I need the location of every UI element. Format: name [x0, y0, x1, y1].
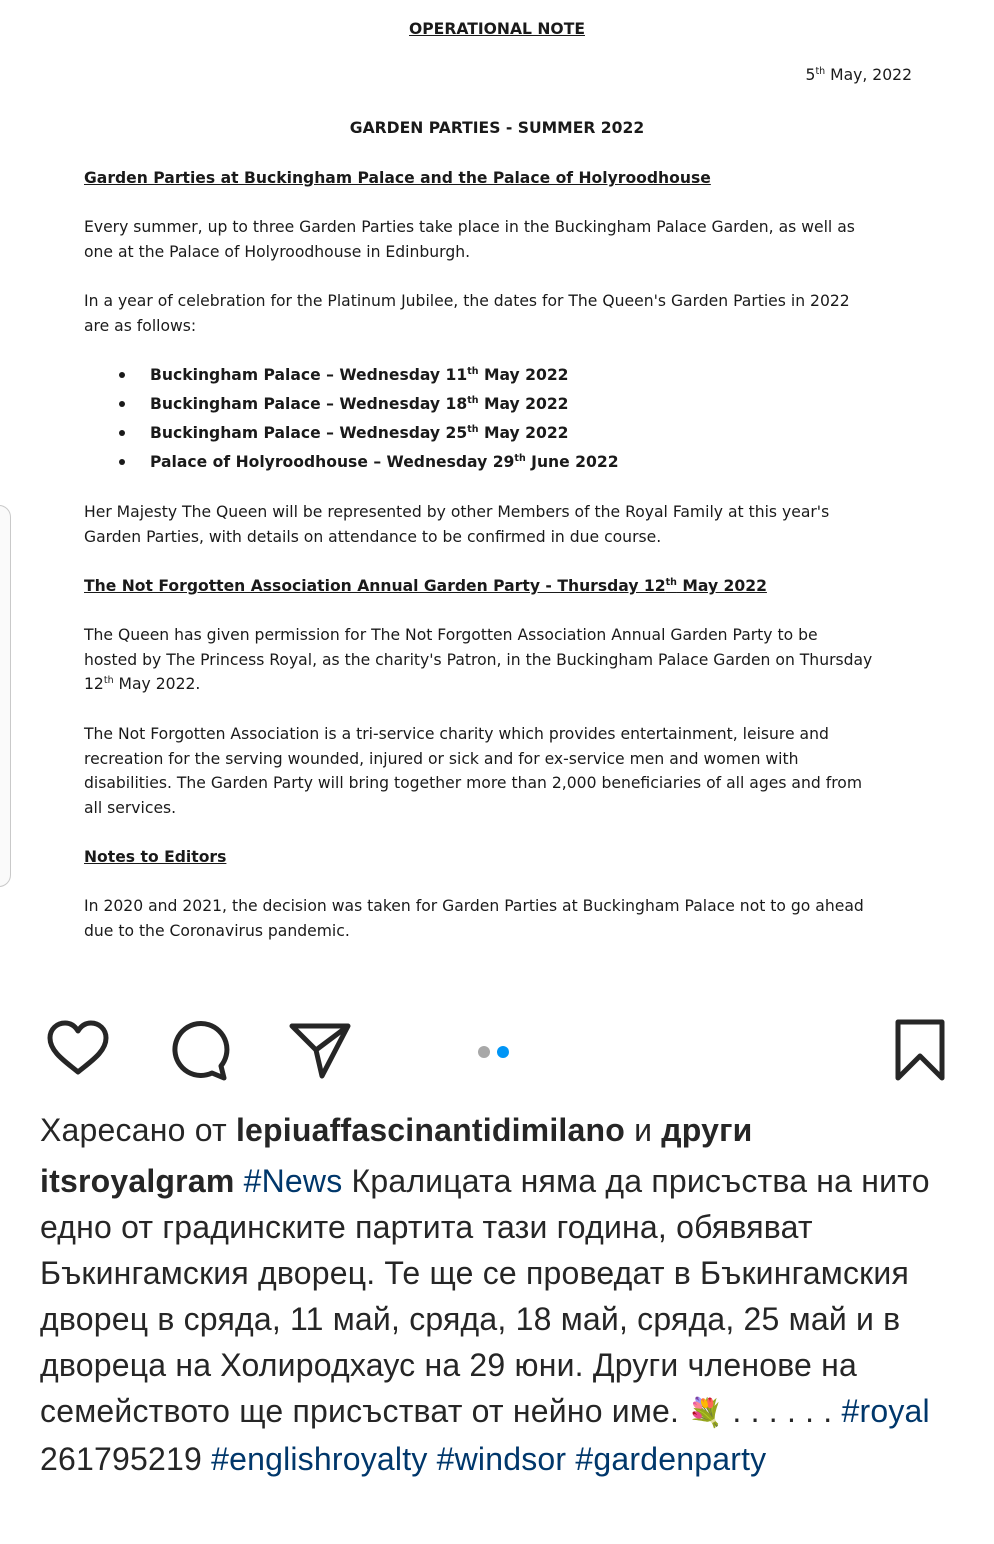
paragraph-2 — [84, 289, 914, 338]
save-button[interactable] — [888, 1018, 952, 1082]
para1-line1: Every summer, up to three Garden Parties take place in the Buckingham Palace Garden, as well as — [84, 218, 855, 236]
list-item — [84, 363, 619, 392]
date-post: May 2022 — [478, 366, 569, 384]
hashtag-royal-link[interactable]: #royal — [841, 1393, 930, 1429]
carousel-dot-active — [497, 1046, 509, 1058]
hashtag-gardenparty-link[interactable]: #gardenparty — [575, 1441, 767, 1477]
section2-sup: th — [665, 576, 677, 588]
paragraph-5 — [84, 722, 914, 820]
section2-pre: The Not Forgotten Association Annual Garden Party - Thursday 12 — [84, 577, 666, 595]
date-sup: th — [467, 423, 479, 435]
comment-button[interactable] — [166, 1018, 230, 1082]
para5-line3: disabilities. The Garden Party will bring together more than 2,000 beneficiaries of all ages and from — [84, 774, 863, 792]
date-post: June 2022 — [525, 453, 619, 471]
doc-heading: OPERATIONAL NOTE — [409, 20, 585, 38]
send-icon — [288, 1018, 352, 1082]
doc-title: GARDEN PARTIES - SUMMER 2022 — [349, 119, 645, 137]
date-post: May 2022 — [478, 424, 569, 442]
para4-line2: hosted by The Princess Royal, as the charity's Patron, in the Buckingham Palace Garden on Thursday — [84, 650, 873, 669]
doc-date-rest: May, 2022 — [825, 66, 912, 84]
section2-post: May 2022 — [676, 577, 767, 595]
post-action-bar — [0, 1008, 994, 1088]
paragraph-3 — [84, 500, 914, 549]
post-caption — [40, 1158, 970, 1482]
date-sup: th — [514, 452, 526, 464]
hashtag-windsor-link[interactable]: #windsor — [436, 1441, 567, 1477]
para6-line1: In 2020 and 2021, the decision was taken for Garden Parties at Buckingham Palace not to go ahead — [84, 897, 864, 915]
date-sup: th — [467, 394, 479, 406]
date-pre: Buckingham Palace – Wednesday 11 — [150, 366, 468, 384]
doc-date-sup: th — [815, 65, 826, 77]
list-item — [84, 421, 619, 450]
date-post: May 2022 — [478, 395, 569, 413]
liked-by-others-link[interactable]: други — [661, 1112, 753, 1148]
caption-dots: . . . . . . — [723, 1393, 842, 1429]
doc-date — [806, 66, 912, 84]
paragraph-4 — [84, 623, 914, 697]
carousel-indicator — [478, 1045, 516, 1059]
section1-heading: Garden Parties at Buckingham Palace and the Palace of Holyroodhouse — [84, 169, 711, 187]
liked-by-user-link[interactable]: lepiuaffascinantidimilano — [235, 1112, 625, 1148]
comment-icon — [166, 1018, 230, 1082]
para5-line2: recreation for the serving wounded, injured or sick and for ex-service men and women with — [84, 749, 799, 768]
date-sup: th — [467, 365, 479, 377]
caption-username-link[interactable]: itsroyalgram — [40, 1163, 235, 1199]
date-pre: Buckingham Palace – Wednesday 25 — [150, 424, 468, 442]
para2-line2: are as follows: — [84, 316, 197, 335]
para5-line1: The Not Forgotten Association is a tri-service charity which provides entertainment, leisure and — [84, 725, 829, 743]
share-button[interactable] — [288, 1018, 352, 1082]
para1-line2: one at the Palace of Holyroodhouse in Edinburgh. — [84, 242, 471, 261]
dates-list — [84, 363, 619, 479]
section3-heading: Notes to Editors — [84, 848, 227, 866]
para6-line2: due to the Coronavirus pandemic. — [84, 921, 350, 940]
side-edge-tab — [0, 505, 11, 887]
likes-line — [40, 1107, 960, 1153]
hashtag-englishroyalty-link[interactable]: #englishroyalty — [211, 1441, 428, 1477]
likes-prefix: Харесано от — [40, 1112, 236, 1148]
list-item — [84, 450, 619, 479]
para3-line2: Garden Parties, with details on attendance to be confirmed in due course. — [84, 527, 662, 546]
para4-line3-pre: 12 — [84, 675, 104, 693]
caption-text: Кралицата няма да присъства на нито едно от градинските партита тази година, обявяват Бъкингамския дворец. Те ще се проведат в Бъкингамския дворец в сряда, 11 май, сряда, 18 май, сряда, 25 май и в двореца на Холиродхаус на 29 юни. Други членове на семейството ще присъстват от нейно име. — [40, 1163, 930, 1429]
para4-line3-sup: th — [103, 674, 114, 686]
paragraph-6 — [84, 894, 914, 943]
heart-icon — [46, 1018, 110, 1082]
caption-number: 261795219 — [40, 1441, 202, 1477]
para5-line4: all services. — [84, 798, 177, 817]
list-item — [84, 392, 619, 421]
doc-date-day: 5 — [805, 66, 816, 84]
para2-line1: In a year of celebration for the Platinum Jubilee, the dates for The Queen's Garden Parties in 2022 — [84, 292, 850, 310]
bookmark-icon — [888, 1018, 952, 1082]
section2-heading — [84, 574, 914, 599]
bouquet-emoji: 💐 — [688, 1397, 724, 1428]
para4-line1: The Queen has given permission for The Not Forgotten Association Annual Garden Party to be — [84, 626, 818, 644]
paragraph-1 — [84, 215, 914, 264]
carousel-dot — [478, 1046, 490, 1058]
date-pre: Palace of Holyroodhouse – Wednesday 29 — [150, 453, 515, 471]
hashtag-news-link[interactable]: #News — [243, 1163, 343, 1199]
like-button[interactable] — [46, 1018, 110, 1082]
date-pre: Buckingham Palace – Wednesday 18 — [150, 395, 468, 413]
para4-line3-post: May 2022. — [113, 675, 201, 693]
para3-line1: Her Majesty The Queen will be represented by other Members of the Royal Family at this year's — [84, 503, 830, 521]
likes-and: и — [625, 1112, 662, 1148]
